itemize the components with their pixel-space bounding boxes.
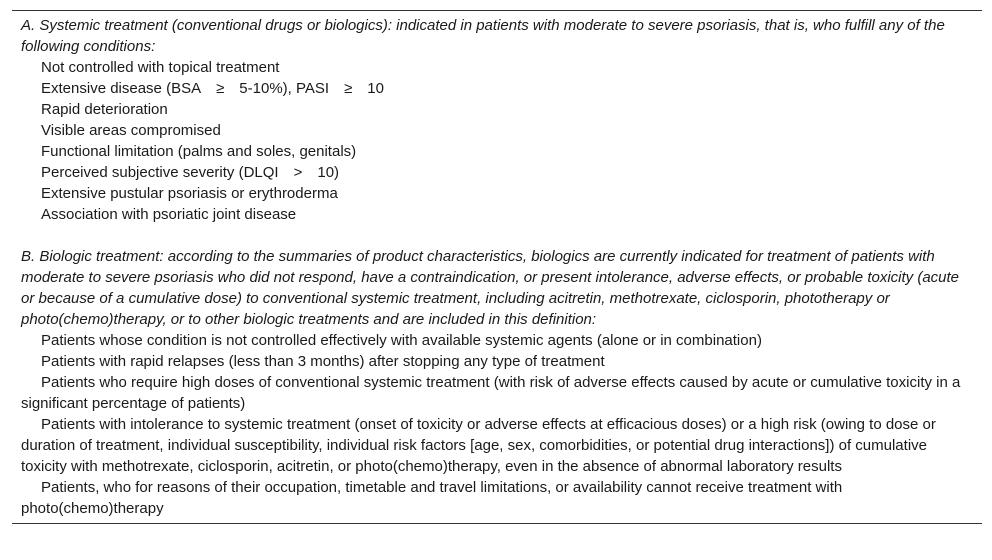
section-b-item: Patients whose condition is not controlled effectively with available systemic agents (alone or in combination): [41, 332, 762, 349]
section-a-item: Extensive pustular psoriasis or erythroderma: [41, 185, 338, 202]
section-a-item: Rapid deterioration: [41, 101, 168, 118]
criteria-cell: [12, 11, 982, 523]
section-a-item: Extensive disease (BSA ≥ 5-10%), PASI ≥ 10: [41, 80, 384, 97]
section-a-item: Not controlled with topical treatment: [41, 59, 280, 76]
section-b-item: Patients with intolerance to systemic treatment (onset of toxicity or adverse effects at efficacious doses) or a high risk (owing to dose or duration of treatment, individual susceptibility, individual risk factors [age, sex, comorbidities, or potential drug interactions]) of cumulative toxicity with methotrexate, ciclosporin, acitretin, or photo(chemo)therapy, even in the absence of abnormal laboratory results: [21, 416, 936, 475]
section-b-item: Patients who require high doses of conventional systemic treatment (with risk of adverse effects caused by acute or cumulative toxicity in a significant percentage of patients): [21, 374, 961, 412]
section-a-item: Visible areas compromised: [41, 122, 221, 139]
section-a-item: Perceived subjective severity (DLQI > 10): [41, 164, 340, 181]
section-a-item: Functional limitation (palms and soles, genitals): [41, 143, 357, 160]
section-b-item: Patients, who for reasons of their occupation, timetable and travel limitations, or availability cannot receive treatment with photo(chemo)therapy: [21, 479, 843, 517]
section-a-item: Association with psoriatic joint disease: [41, 206, 297, 223]
section-b-heading: B. Biologic treatment: according to the summaries of product characteristics, biologics are currently indicated for treatment of patients with moderate to severe psoriasis who did not respond, have a contraindication, or present intolerance, adverse effects, or probable toxicity (acute or because of a cumulative dose) to conventional systemic treatment, including acitretin, methotrexate, ciclosporin, phototherapy or photo(chemo)therapy, or to other biologic treatments and are included in this definition:: [21, 248, 960, 328]
section-b-item: Patients with rapid relapses (less than 3 months) after stopping any type of treatment: [41, 353, 605, 370]
criteria-table: [12, 10, 982, 524]
section-spacer: [21, 225, 973, 246]
section-a-heading: A. Systemic treatment (conventional drugs or biologics): indicated in patients with moderate to severe psoriasis, that is, who fulfill any of the following conditions:: [21, 17, 945, 55]
